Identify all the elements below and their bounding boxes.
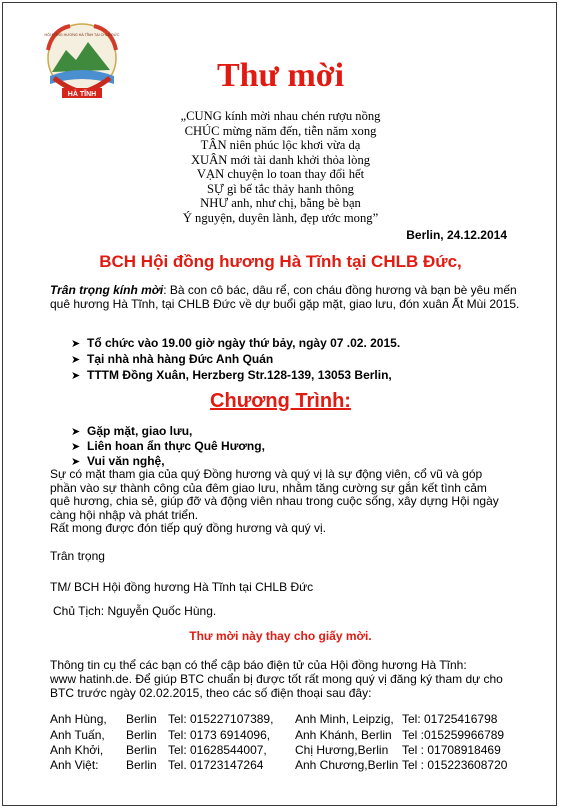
logo-ring-text: HỘI ĐỒNG HƯƠNG HÀ TĨNH TẠI CHLB ĐỨC <box>44 33 120 37</box>
info-paragraph <box>50 658 520 700</box>
event-bullet: ➤ TTTM Đồng Xuân, Herzberg Str.128-139, 13053 Berlin, <box>71 368 392 382</box>
body-line: càng hội nhập và phát triển. <box>50 507 199 522</box>
arrow-bullet-icon: ➤ <box>71 426 81 438</box>
info-line: BTC trước ngày 02.02.2015, theo các số điện thoại sau đây: <box>50 686 372 700</box>
poem-line: VẠN chuyện lo toan thay đổi hết <box>196 167 365 181</box>
event-bullet: ➤ Tổ chức vào 19.00 giờ ngày thứ bảy, ngày 07 .02. 2015. <box>71 336 401 350</box>
info-line: www hatinh.de. Để giúp BTC chuẩn bị được tốt rất mong quý vị đăng ký tham dự cho <box>50 672 503 686</box>
arrow-bullet-icon: ➤ <box>71 354 81 366</box>
letter-title: Thư mời <box>216 57 345 94</box>
poem-line: SỰ gì bế tắc thảy hanh thông <box>207 181 354 196</box>
body-line: quê hương, chia sẻ, giúp đỡ và động viên nhau trong cuộc sống, xây dựng Hội ngày <box>50 494 499 509</box>
program-bullet: ➤ Vui văn nghệ, <box>71 454 165 468</box>
poem-line: „CUNG kính mời nhau chén rượu nồng <box>180 109 381 123</box>
organizer-heading: BCH Hội đồng hương Hà Tĩnh tại CHLB Đức, <box>99 252 462 271</box>
body-line: phần vào sự thành công của đêm giao lưu, nhằm tăng cường sự gắn kết tình cảm <box>50 480 487 495</box>
program-bullet: ➤ Liên hoan ẩn thực Quê Hương, <box>71 439 265 453</box>
arrow-bullet-icon: ➤ <box>71 456 81 468</box>
poem-line: CHÚC mừng năm đến, tiễn năm xong <box>184 123 377 138</box>
intro-paragraph <box>50 283 520 312</box>
poem <box>0 109 561 225</box>
chairman: Chủ Tịch: Nguyễn Quốc Hùng. <box>53 604 217 618</box>
arrow-bullet-icon: ➤ <box>71 338 81 350</box>
event-bullet: ➤ Tại nhà nhà hàng Đức Anh Quán <box>71 352 274 366</box>
arrow-bullet-icon: ➤ <box>71 441 81 453</box>
signer-organization: TM/ BCH Hội đồng hương Hà Tĩnh tại CHLB Đức <box>50 580 314 594</box>
body-line: Sự có mặt tham gia của quý Đồng hương và quý vị là sự động viên, cổ vũ và góp <box>50 467 483 481</box>
poem-line: Ý nguyện, duyên lành, đẹp ước mong” <box>182 210 379 225</box>
body-line: Rất mong được đón tiếp quý đồng hương và quý vị. <box>50 521 326 536</box>
poem-line: XUÂN mới tài danh khởi thỏa lòng <box>190 152 371 167</box>
regards: Trân trọng <box>50 549 105 563</box>
intro-greeting: Trân trọng kính mời <box>50 283 164 297</box>
intro-text: : Bà con cô bác, dâu rể, con cháu đồng hương và bạn bè yêu mến quê hương Hà Tĩnh, tại CHLB Đức về dự buổi gặp mặt, giao lưu, đón xuân Ất Mùi 2015. <box>50 283 520 312</box>
info-line: Thông tin cụ thể các bạn có thể cập báo điện tử của Hội đồng hương Hà Tĩnh: <box>50 658 467 672</box>
invitation-note: Thư mời này thay cho giấy mời. <box>189 629 372 643</box>
body-paragraph <box>50 468 520 536</box>
program-title: Chương Trình: <box>210 390 351 412</box>
poem-line: TÂN niên phúc lộc khơi vừa dạ <box>200 138 361 152</box>
arrow-bullet-icon: ➤ <box>71 370 81 382</box>
letter-date: Berlin, 24.12.2014 <box>406 228 507 242</box>
program-bullet: ➤ Gặp mặt, giao lưu, <box>71 424 193 438</box>
poem-line: NHƯ anh, như chị, bằng bè bạn <box>200 196 361 210</box>
logo-badge-text: HÀ TĨNH <box>67 91 97 98</box>
